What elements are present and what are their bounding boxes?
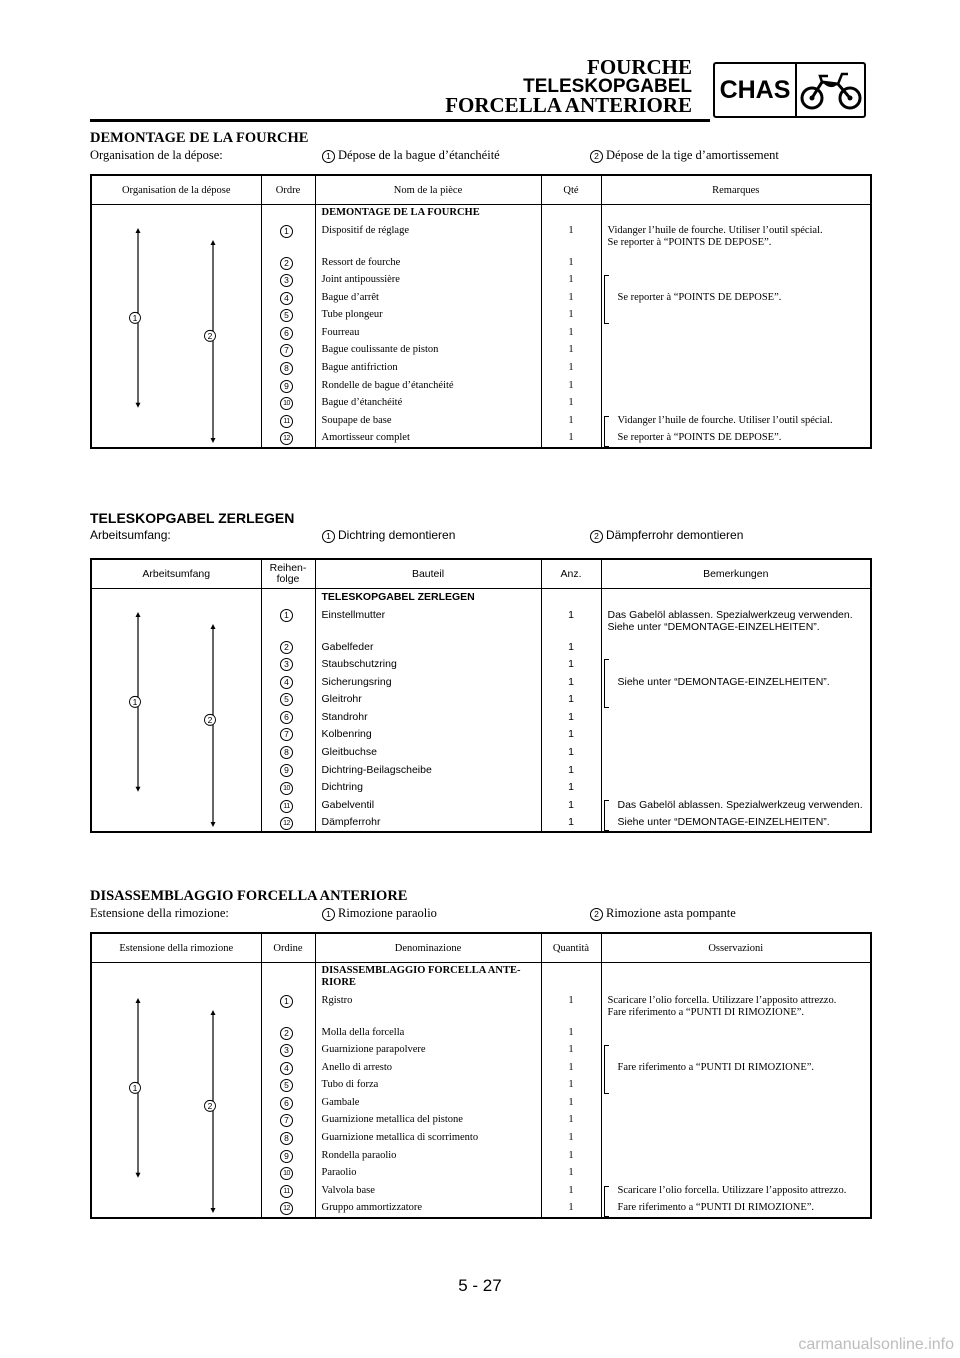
- arrow-2-head-down: [211, 822, 216, 827]
- section-title: DEMONTAGE DE LA FOURCHE: [90, 130, 309, 146]
- part-remark: [601, 691, 871, 709]
- part-remark-text: Siehe unter “DEMONTAGE-EINZELHEITEN”.: [617, 675, 830, 688]
- part-remark: [601, 307, 871, 325]
- part-name: Standrohr: [315, 709, 541, 727]
- column-header: Denominazione: [315, 933, 541, 963]
- order-number: [261, 1112, 315, 1130]
- order-number: [261, 325, 315, 343]
- order-number: [261, 378, 315, 396]
- order-number: [261, 255, 315, 273]
- part-remark: [601, 709, 871, 727]
- arrow-1-head-up: [136, 228, 141, 233]
- callout-1-label: 1: [132, 312, 138, 323]
- circled-number: 6: [280, 711, 293, 724]
- column-header: Ordine: [261, 933, 315, 963]
- part-remark: [601, 1200, 871, 1218]
- part-quantity: 1: [541, 691, 601, 709]
- part-remark: [601, 656, 871, 674]
- order-number: [261, 1042, 315, 1060]
- part-remark: [601, 325, 871, 343]
- removal-order-diagram: [91, 589, 261, 833]
- part-remark: [601, 223, 871, 255]
- part-remark: [601, 1112, 871, 1130]
- table-header-row: [91, 559, 871, 589]
- scope-label: Estensione della rimozione:: [90, 906, 229, 920]
- part-name: Guarnizione metallica di scorrimento: [315, 1130, 541, 1148]
- scope-item-1: [322, 148, 500, 163]
- part-remark-text: Vidanger l’huile de fourche. Utiliser l’outil spécial. Se reporter à “POINTS DE DEPOSE”.: [607, 224, 823, 248]
- table-heading: DEMONTAGE DE LA FOURCHE: [315, 205, 541, 223]
- circled-number: 5: [280, 309, 293, 322]
- part-remark: [601, 814, 871, 832]
- removal-arrows: [92, 963, 262, 1219]
- header-titles: [445, 55, 692, 117]
- part-quantity: 1: [541, 1077, 601, 1095]
- part-name: Rgistro: [315, 993, 541, 1025]
- part-remark: [601, 674, 871, 692]
- part-quantity: 1: [541, 744, 601, 762]
- part-remark: [601, 726, 871, 744]
- part-name: Gambale: [315, 1095, 541, 1113]
- part-name: Joint antipoussière: [315, 272, 541, 290]
- circled-number: 3: [280, 1044, 293, 1057]
- part-remark-text: Vidanger l’huile de fourche. Utiliser l’outil spécial.: [617, 414, 833, 426]
- part-quantity: 1: [541, 1095, 601, 1113]
- circled-number: 1: [280, 609, 293, 622]
- circled-number: 10: [280, 397, 293, 410]
- part-name: Gruppo ammortizzatore: [315, 1200, 541, 1218]
- callout-2-label: 2: [207, 1100, 213, 1111]
- circled-number: 12: [280, 817, 293, 830]
- part-remark: [601, 744, 871, 762]
- part-name: Fourreau: [315, 325, 541, 343]
- part-remark: [601, 1183, 871, 1201]
- circled-number: 2: [280, 641, 293, 654]
- part-quantity: 1: [541, 1112, 601, 1130]
- part-name: Sicherungsring: [315, 674, 541, 692]
- part-remark: [601, 413, 871, 431]
- arrow-2-head-up: [211, 624, 216, 629]
- part-remark: [601, 290, 871, 308]
- circled-number-2: 2: [590, 150, 603, 163]
- order-number: [261, 1025, 315, 1043]
- order-number: [261, 290, 315, 308]
- part-name: Anello di arresto: [315, 1060, 541, 1078]
- part-name: Tubo di forza: [315, 1077, 541, 1095]
- circled-number: 12: [280, 1202, 293, 1215]
- section-fr: [90, 130, 870, 444]
- order-number: [261, 307, 315, 325]
- order-number: [261, 342, 315, 360]
- part-remark: [601, 1042, 871, 1060]
- part-remark-text: Fare riferimento a “PUNTI DI RIMOZIONE”.: [617, 1061, 815, 1073]
- scope-label: Arbeitsumfang:: [90, 528, 171, 542]
- removal-order-diagram: [91, 205, 261, 449]
- circled-number: 9: [280, 380, 293, 393]
- order-number: [261, 762, 315, 780]
- circled-number: 9: [280, 1150, 293, 1163]
- order-number: [261, 1165, 315, 1183]
- part-quantity: 1: [541, 762, 601, 780]
- part-name: Dichtring: [315, 779, 541, 797]
- column-header: Organisation de la dépose: [91, 175, 261, 205]
- part-remark-text: Das Gabelöl ablassen. Spezialwerkzeug verwenden.: [617, 798, 863, 811]
- table-heading: TELESKOPGABEL ZERLEGEN: [315, 589, 541, 607]
- column-header: Estensione della rimozione: [91, 933, 261, 963]
- scope-item-2-text: Dépose de la tige d’amortissement: [606, 148, 779, 162]
- circled-number: 8: [280, 1132, 293, 1145]
- scope-item-2: [590, 528, 743, 543]
- part-name: Ressort de fourche: [315, 255, 541, 273]
- order-number: [261, 1200, 315, 1218]
- column-header: Bauteil: [315, 559, 541, 589]
- circled-number: 5: [280, 693, 293, 706]
- part-name: Staubschutzring: [315, 656, 541, 674]
- part-name: Bague coulissante de piston: [315, 342, 541, 360]
- section-de: [90, 510, 870, 829]
- circled-number: 2: [280, 257, 293, 270]
- part-name: Bague d’arrêt: [315, 290, 541, 308]
- order-number: [261, 639, 315, 657]
- section-scope: [90, 906, 870, 922]
- part-quantity: 1: [541, 1200, 601, 1218]
- order-number: [261, 814, 315, 832]
- part-name: Rondella paraolio: [315, 1148, 541, 1166]
- part-quantity: 1: [541, 779, 601, 797]
- part-remark: [601, 639, 871, 657]
- circled-number: 8: [280, 746, 293, 759]
- part-remark: [601, 779, 871, 797]
- part-name: Soupape de base: [315, 413, 541, 431]
- section-title: DISASSEMBLAGGIO FORCELLA ANTERIORE: [90, 888, 408, 904]
- part-name: Gleitrohr: [315, 691, 541, 709]
- order-number: [261, 1130, 315, 1148]
- scope-item-2-text: Dämpferrohr demontieren: [606, 528, 744, 542]
- table-row: [91, 589, 871, 607]
- circled-number: 3: [280, 274, 293, 287]
- section-title: TELESKOPGABEL ZERLEGEN: [90, 510, 295, 526]
- part-name: Kolbenring: [315, 726, 541, 744]
- part-remark: [601, 272, 871, 290]
- column-header: Bemerkungen: [601, 559, 871, 589]
- part-remark-text: Scaricare l’olio forcella. Utilizzare l’apposito attrezzo.: [617, 1184, 847, 1196]
- column-header: Quantità: [541, 933, 601, 963]
- part-name: Bague antifriction: [315, 360, 541, 378]
- part-remark: [601, 1025, 871, 1043]
- order-number: [261, 395, 315, 413]
- part-quantity: 1: [541, 290, 601, 308]
- part-remark: [601, 378, 871, 396]
- circled-number: 5: [280, 1079, 293, 1092]
- part-quantity: 1: [541, 797, 601, 815]
- part-name: Gabelventil: [315, 797, 541, 815]
- part-remark: [601, 342, 871, 360]
- order-number: [261, 413, 315, 431]
- part-quantity: 1: [541, 1183, 601, 1201]
- part-name: Guarnizione metallica del pistone: [315, 1112, 541, 1130]
- order-number: [261, 797, 315, 815]
- order-number: [261, 272, 315, 290]
- circled-number: 11: [280, 415, 293, 428]
- part-quantity: 1: [541, 325, 601, 343]
- arrow-2-head-up: [211, 1010, 216, 1015]
- part-name: Rondelle de bague d’étanchéité: [315, 378, 541, 396]
- scope-item-1: [322, 528, 455, 543]
- arrow-1-head-down: [136, 1173, 141, 1178]
- circled-number: 6: [280, 1097, 293, 1110]
- order-number: [261, 1060, 315, 1078]
- part-quantity: 1: [541, 639, 601, 657]
- circled-number: 9: [280, 764, 293, 777]
- scope-item-1-text: Dichtring demontieren: [338, 528, 456, 542]
- order-number: [261, 1148, 315, 1166]
- arrow-2-head-up: [211, 240, 216, 245]
- circled-number-1: 1: [322, 908, 335, 921]
- arrow-1-head-up: [136, 998, 141, 1003]
- order-number: [261, 674, 315, 692]
- part-remark: [601, 993, 871, 1025]
- parts-table: [90, 558, 872, 833]
- order-number: [261, 1077, 315, 1095]
- order-number: [261, 709, 315, 727]
- title-fr: FOURCHE: [587, 55, 692, 79]
- order-number: [261, 744, 315, 762]
- part-quantity: 1: [541, 1130, 601, 1148]
- part-remark: [601, 607, 871, 639]
- scope-item-1: [322, 906, 437, 921]
- part-remark-text: Fare riferimento a “PUNTI DI RIMOZIONE”.: [617, 1202, 815, 1214]
- part-remark: [601, 1130, 871, 1148]
- column-header: Anz.: [541, 559, 601, 589]
- circled-number: 7: [280, 728, 293, 741]
- part-remark-text: Se reporter à “POINTS DE DEPOSE”.: [617, 291, 782, 303]
- part-quantity: 1: [541, 993, 601, 1025]
- header-rule: [90, 119, 710, 122]
- part-name: Amortisseur complet: [315, 430, 541, 448]
- scope-item-2: [590, 148, 779, 163]
- circled-number: 8: [280, 362, 293, 375]
- part-quantity: 1: [541, 607, 601, 639]
- part-quantity: 1: [541, 1042, 601, 1060]
- arrow-2-head-down: [211, 1208, 216, 1213]
- title-de: TELESKOPGABEL: [523, 76, 692, 97]
- part-quantity: 1: [541, 709, 601, 727]
- order-number: [261, 656, 315, 674]
- part-remark: [601, 430, 871, 448]
- part-name: Gleitbuchse: [315, 744, 541, 762]
- column-header: Nom de la pièce: [315, 175, 541, 205]
- circled-number-1: 1: [322, 150, 335, 163]
- part-name: Guarnizione parapolvere: [315, 1042, 541, 1060]
- page-number: 5 - 27: [458, 1276, 502, 1295]
- part-quantity: 1: [541, 674, 601, 692]
- order-number: [261, 779, 315, 797]
- part-remark-text: Se reporter à “POINTS DE DEPOSE”.: [617, 432, 782, 444]
- callout-1-label: 1: [132, 696, 138, 707]
- part-remark-text: Siehe unter “DEMONTAGE-EINZELHEITEN”.: [617, 816, 830, 829]
- part-name: Tube plongeur: [315, 307, 541, 325]
- part-remark: [601, 1165, 871, 1183]
- part-name: Paraolio: [315, 1165, 541, 1183]
- order-number: [261, 223, 315, 255]
- part-quantity: 1: [541, 814, 601, 832]
- part-quantity: 1: [541, 255, 601, 273]
- part-quantity: 1: [541, 430, 601, 448]
- order-number: [261, 1183, 315, 1201]
- part-remark: [601, 762, 871, 780]
- callout-2-label: 2: [207, 330, 213, 341]
- part-remark: [601, 1077, 871, 1095]
- removal-arrows: [92, 589, 262, 833]
- scope-item-2-text: Rimozione asta pompante: [606, 906, 736, 920]
- circled-number: 1: [280, 995, 293, 1008]
- part-remark: [601, 1060, 871, 1078]
- table-heading: DISASSEMBLAGGIO FORCELLA ANTE- RIORE: [315, 963, 541, 993]
- title-it: FORCELLA ANTERIORE: [445, 93, 692, 117]
- circled-number: 10: [280, 1167, 293, 1180]
- circled-number: 6: [280, 327, 293, 340]
- callout-1-label: 1: [132, 1082, 138, 1093]
- part-quantity: 1: [541, 726, 601, 744]
- column-header: Remarques: [601, 175, 871, 205]
- part-name: Einstellmutter: [315, 607, 541, 639]
- circled-number: 1: [280, 225, 293, 238]
- part-remark-text: Scaricare l’olio forcella. Utilizzare l’apposito attrezzo. Fare riferimento a “PUNTI DI RIMOZIONE”.: [607, 994, 837, 1018]
- part-quantity: 1: [541, 272, 601, 290]
- circled-number: 12: [280, 432, 293, 445]
- scope-item-2: [590, 906, 736, 921]
- column-header: Arbeitsumfang: [91, 559, 261, 589]
- part-name: Bague d’étanchéité: [315, 395, 541, 413]
- parts-table: [90, 174, 872, 449]
- order-number: [261, 360, 315, 378]
- circled-number: 11: [280, 1185, 293, 1198]
- motorcycle-icon: [797, 64, 864, 116]
- part-name: Valvola base: [315, 1183, 541, 1201]
- part-quantity: 1: [541, 307, 601, 325]
- part-quantity: 1: [541, 378, 601, 396]
- table-header-row: [91, 175, 871, 205]
- part-quantity: 1: [541, 656, 601, 674]
- arrow-1-head-up: [136, 612, 141, 617]
- circled-number: 10: [280, 782, 293, 795]
- section-scope: [90, 528, 870, 544]
- circled-number: 7: [280, 344, 293, 357]
- part-remark: [601, 395, 871, 413]
- order-number: [261, 607, 315, 639]
- table-row: [91, 205, 871, 223]
- removal-arrows: [92, 205, 262, 449]
- circled-number: 4: [280, 676, 293, 689]
- scope-item-1-text: Dépose de la bague d’étanchéité: [338, 148, 500, 162]
- circled-number-1: 1: [322, 530, 335, 543]
- column-header: Osservazioni: [601, 933, 871, 963]
- table-header-row: [91, 933, 871, 963]
- part-remark: [601, 1148, 871, 1166]
- part-remark: [601, 360, 871, 378]
- section-scope: [90, 148, 870, 164]
- scope-label: Organisation de la dépose:: [90, 148, 223, 162]
- part-quantity: 1: [541, 223, 601, 255]
- removal-order-diagram: [91, 963, 261, 1219]
- part-remark: [601, 255, 871, 273]
- part-name: Molla della forcella: [315, 1025, 541, 1043]
- order-number: [261, 691, 315, 709]
- part-quantity: 1: [541, 395, 601, 413]
- part-quantity: 1: [541, 342, 601, 360]
- chapter-badge: [713, 62, 866, 118]
- part-remark: [601, 797, 871, 815]
- circled-number: 2: [280, 1027, 293, 1040]
- order-number: [261, 726, 315, 744]
- arrow-2-head-down: [211, 438, 216, 443]
- part-quantity: 1: [541, 413, 601, 431]
- order-number: [261, 430, 315, 448]
- part-remark: [601, 1095, 871, 1113]
- watermark: carmanualsonline.info: [798, 1336, 954, 1353]
- chapter-badge-label: CHAS: [715, 64, 797, 116]
- column-header: Reihen- folge: [261, 559, 315, 589]
- part-quantity: 1: [541, 1148, 601, 1166]
- circled-number-2: 2: [590, 530, 603, 543]
- section-it: [90, 888, 870, 1214]
- circled-number: 4: [280, 1062, 293, 1075]
- part-quantity: 1: [541, 1165, 601, 1183]
- circled-number: 4: [280, 292, 293, 305]
- arrow-1-head-down: [136, 787, 141, 792]
- circled-number: 3: [280, 658, 293, 671]
- part-name: Gabelfeder: [315, 639, 541, 657]
- part-quantity: 1: [541, 1025, 601, 1043]
- part-remark-text: Das Gabelöl ablassen. Spezialwerkzeug verwenden. Siehe unter “DEMONTAGE-EINZELHEITEN”.: [607, 608, 853, 633]
- circled-number-2: 2: [590, 908, 603, 921]
- scope-item-1-text: Rimozione paraolio: [338, 906, 437, 920]
- arrow-1-head-down: [136, 403, 141, 408]
- circled-number: 7: [280, 1114, 293, 1127]
- part-quantity: 1: [541, 360, 601, 378]
- callout-2-label: 2: [207, 714, 213, 725]
- table-row: [91, 963, 871, 993]
- column-header: Qté: [541, 175, 601, 205]
- part-name: Dämpferrohr: [315, 814, 541, 832]
- part-quantity: 1: [541, 1060, 601, 1078]
- order-number: [261, 993, 315, 1025]
- part-name: Dichtring-Beilagscheibe: [315, 762, 541, 780]
- part-name: Dispositif de réglage: [315, 223, 541, 255]
- order-number: [261, 1095, 315, 1113]
- circled-number: 11: [280, 800, 293, 813]
- column-header: Ordre: [261, 175, 315, 205]
- parts-table: [90, 932, 872, 1219]
